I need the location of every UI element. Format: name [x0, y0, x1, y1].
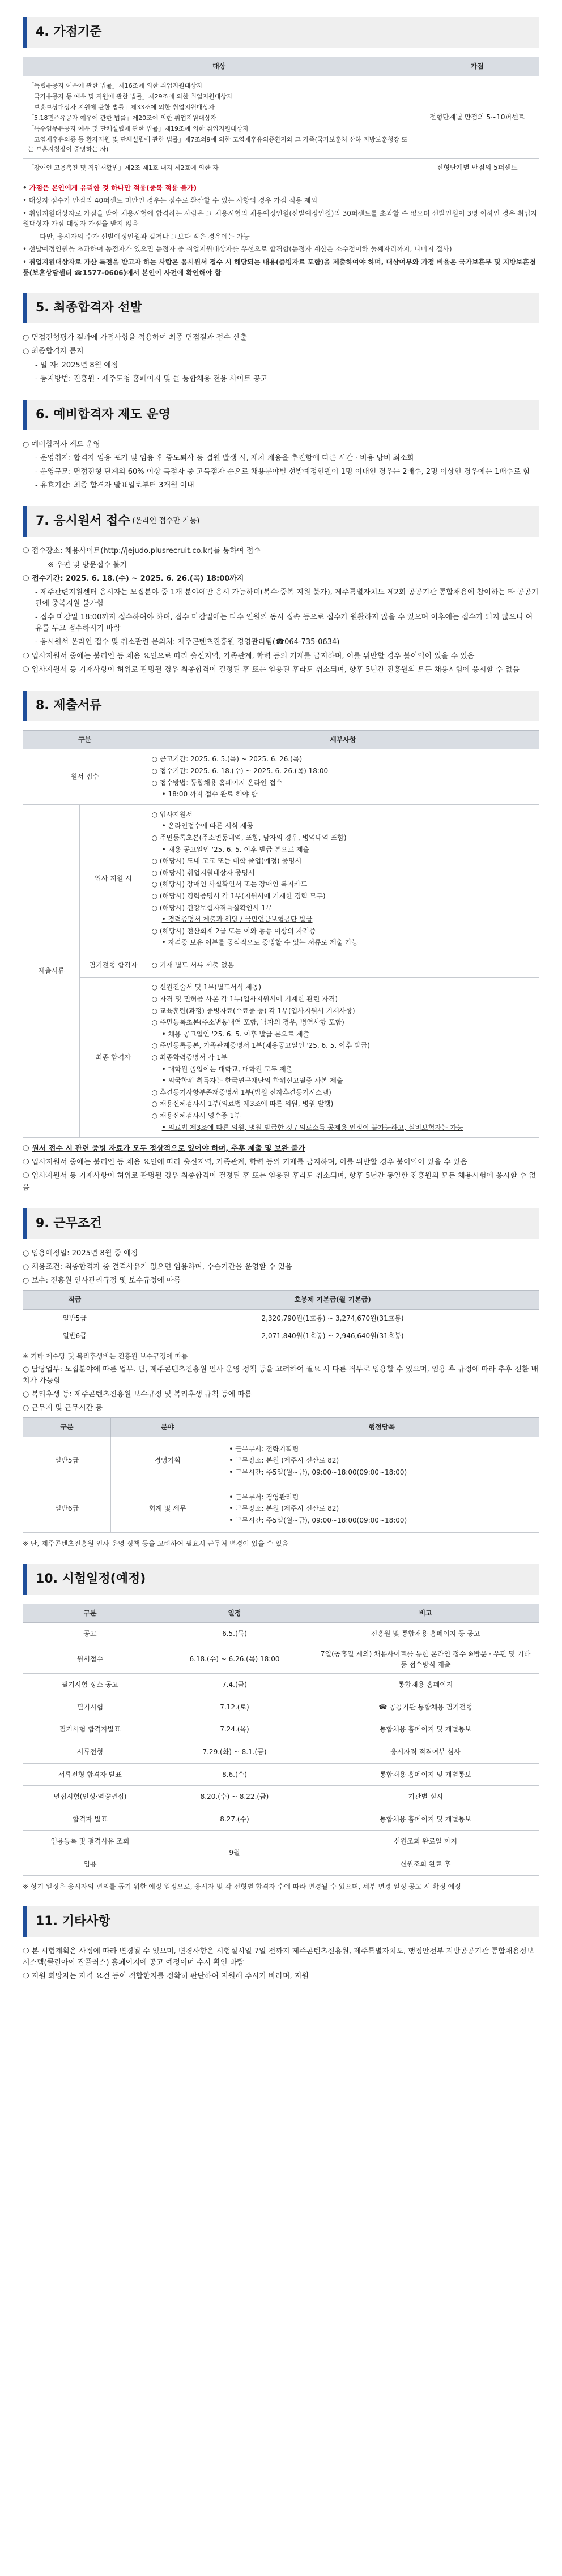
documents-item: • 자격증 보유 여부를 공식적으로 증빙할 수 있는 서류로 제출 가능 [161, 938, 359, 947]
bonus-item: 「5.18민주유공자 예우에 관한 법률」제20조에 의한 취업지원대상자 [28, 114, 216, 122]
table-row [23, 1309, 539, 1327]
section-title-final-selection: 5. 최종합격자 선발 [23, 293, 539, 323]
bonus-note-text: 선발예정인원을 초과하여 동점자가 있으면 동점자 중 취업지원대상자를 우선으로 합격함(동점자 계산은 소수점이하 둘째자리까지, 나머지 절사) [28, 245, 452, 254]
documents-note: ❍ 입사지원서 등 기재사항이 허위로 판명될 경우 최종합격이 결정된 후 또는 임용된 후라도 취소되며, 향후 5년간 동일한 진흥원의 모든 채용시험에 응시할 수 없음 [23, 1172, 537, 1192]
documents-item: • 채용 공고일인 '25. 6. 5. 이후 발급 본으로 제출 [161, 845, 310, 854]
bonus-header-target: 대상 [23, 57, 415, 76]
documents-note-text: 원서 접수 시 관련 증빙 자료가 모두 정상적으로 있어야 하며, 추후 제출 및 보완 불가 [32, 1145, 305, 1154]
pay-note: ※ 기타 제수당 및 복리후생비는 진흥원 보수규정에 따름 [23, 1352, 188, 1360]
work-item: • 근무시간: 주5일(월~금), 09:00~18:00(09:00~18:00) [229, 1516, 407, 1524]
schedule-cell: 필기시험 장소 공고 [23, 1674, 157, 1696]
final-line-text: 면접전형평가 결과에 가점사항을 적용하여 최종 면접결과 점수 산출 [31, 333, 248, 342]
schedule-cell: 합격자 발표 [23, 1808, 157, 1831]
documents-item: ○ 기재 별도 서류 제출 없음 [151, 961, 235, 969]
work-item: • 근무부서: 경영관리팀 [229, 1493, 299, 1501]
application-line: - 응시원서 온라인 접수 및 취소관련 문의처: 제주콘텐츠진흥원 경영관리팀(☎064-735-0634) [35, 638, 340, 647]
application-line-text: 응시원서 온라인 접수 및 취소관련 문의처: 제주콘텐츠진흥원 경영관리팀(☎064-735-0634) [40, 638, 340, 647]
work-header-grade: 구분 [23, 1418, 111, 1437]
application-line-text: 접수기간: 2025. 6. 18.(수) ~ 2025. 6. 26.(목) 18:00까지 [32, 574, 244, 583]
conditions-line-text: 보수: 진흥원 인사관리규정 및 보수규정에 따름 [31, 1276, 181, 1285]
bonus-note-text: 취업지원대상자로 가산 특전을 받고자 하는 사람은 응시원서 접수 시 해당되는 내용(증빙자료 포함)을 제출하여야 하며, 대상여부와 가점 비율은 국가보훈부 및 지방보훈청 등(보훈상담센터 ☎1577-0606)에서 본인이 사전에 확인해야 함 [23, 258, 536, 277]
conditions-line: ○ 보수: 진흥원 인사관리규정 및 보수규정에 따름 [23, 1276, 181, 1285]
documents-item: ○ (해당시) 취업지원대상자 증명서 [151, 868, 255, 877]
schedule-cell: 7.4.(금) [157, 1674, 312, 1696]
schedule-cell: 8.27.(수) [157, 1808, 312, 1831]
work-header-detail: 행정당목 [224, 1418, 539, 1437]
final-line-text: 일 자: 2025년 8월 예정 [40, 361, 118, 370]
bonus-note-text: 취업지원대상자로 가점을 받아 채용시험에 합격하는 사람은 그 채용시험의 채용예정인원(선발예정인원)의 30퍼센트를 초과할 수 없으며 선발인원이 3명 이하인 경우 취업지원대상자 가점 대상자 가점을 받지 않음 [23, 209, 537, 228]
bonus-group2-score: 전형단계별 만점의 5퍼센트 [415, 158, 539, 177]
schedule-cell: 6.5.(목) [157, 1623, 312, 1645]
table-row [23, 1674, 539, 1696]
application-line: ❍ 접수기간: 2025. 6. 18.(수) ~ 2025. 6. 26.(목) 18:00까지 [23, 574, 244, 583]
documents-item: ○ 신원진술서 및 1부(별도서식 제공) [151, 983, 262, 992]
schedule-cell: 공고 [23, 1623, 157, 1645]
reserve-line: - 운영취지: 합격자 임용 포기 및 임용 후 중도퇴사 등 결원 발생 시, 재차 채용을 추진함에 따른 시간 · 비용 낭비 최소화 [35, 453, 415, 462]
table-row [23, 1696, 539, 1718]
table-row [23, 1786, 539, 1808]
section-title-application [23, 506, 539, 537]
bonus-header-score: 가점 [415, 57, 539, 76]
documents-item: ○ 주민등록초본(주소변동내역 포함, 남자의 경우, 병역사항 포함) [151, 1018, 344, 1027]
application-line-text: ※ 우편 및 방문접수 불가 [48, 560, 127, 569]
documents-item: ○ (해당시) 건강보험자격득실확인서 1부 [151, 903, 273, 912]
schedule-cell: 8.6.(수) [157, 1763, 312, 1786]
schedule-cell: 9월 [157, 1831, 312, 1875]
schedule-cell: 서류전형 [23, 1741, 157, 1764]
documents-item: ○ 주민등록초본(주소변동내역, 포함, 남자의 경우, 병역내역 포함) [151, 833, 347, 842]
schedule-cell: 통합채용 홈페이지 [312, 1674, 539, 1696]
reserve-line-text: 운영취지: 합격자 임용 포기 및 임용 후 중도퇴사 등 결원 발생 시, 재차 채용을 추진함에 따른 시간 · 비용 낭비 최소화 [40, 453, 415, 462]
application-title-sub: (온라인 접수만 가능) [132, 517, 200, 526]
reserve-line: ○ 예비합격자 제도 운영 [23, 440, 100, 449]
documents-item: ○ 채용신체검사서 1부(의료법 제3조에 따른 의원, 병원 발행) [151, 1100, 334, 1108]
work-field: 경영기획 [110, 1437, 224, 1485]
application-line: - 접수 마감일 18:00까지 접수하여야 하며, 접수 마감일에는 다수 인원의 동시 접속 등으로 접수가 원활하지 않을 수 있으며 이후에는 접수가 되지 않으니 여유를 두고 접수하시기 바람 [35, 613, 533, 633]
misc-line-text: 본 시험계획은 사정에 따라 변경될 수 있으며, 변경사항은 시험실시일 7일 전까지 제주콘텐츠진흥원, 제주특별자치도, 행정안전부 지방공공기관 통합채용정보시스템(클린아이 잡플러스) 홈페이지에 공고 예정이며 수시 확인 바람 [23, 1947, 534, 1968]
documents-note: ❍ 입사지원서 중에는 불리언 등 채용 요인에 따라 출신지역, 가족관계, 학력 등의 기재를 금지하며, 이를 위반할 경우 불이익이 있을 수 있음 [23, 1158, 467, 1167]
work-detail [224, 1437, 539, 1485]
schedule-cell: 신원조회 완료일 까지 [312, 1831, 539, 1853]
documents-item: ○ (해당시) 장애인 사실확인서 또는 장애인 복지카드 [151, 880, 308, 889]
section-title-misc: 11. 기타사항 [23, 1906, 539, 1937]
schedule-cell: 서류전형 합격자 발표 [23, 1763, 157, 1786]
documents-row-label: 최종 합격자 [80, 978, 147, 1138]
conditions-line: ○ 복리후생 등: 제주콘텐츠진흥원 보수규정 및 복리후생 규칙 등에 따름 [23, 1390, 252, 1399]
documents-item: ○ 자격 및 면허증 사본 각 1부(입사지원서에 기재한 관련 자격) [151, 995, 338, 1004]
documents-row-detail [147, 749, 539, 804]
work-item: • 근무장소: 본원 (제주시 신산로 82) [229, 1505, 339, 1513]
documents-header-category: 구분 [23, 730, 147, 749]
documents-header-detail: 세부사항 [147, 730, 539, 749]
schedule-cell: 응시자격 적격여부 심사 [312, 1741, 539, 1764]
misc-line-text: 지원 희망자는 자격 요건 등이 적합한지를 정확히 판단하여 지원해 주시기 바라며, 지원 [31, 1972, 309, 1981]
final-line-text: 최종합격자 통지 [31, 347, 84, 356]
schedule-cell: 7.12.(토) [157, 1696, 312, 1718]
documents-item: • 채용 공고일인 '25. 6. 5. 이후 발급 본으로 제출 [161, 1030, 310, 1038]
conditions-line-text: 복리후생 등: 제주콘텐츠진흥원 보수규정 및 복리후생 규칙 등에 따름 [31, 1390, 252, 1399]
bonus-note-text: 대상자 점수가 만점의 40퍼센트 미만인 경우는 점수로 환산할 수 있는 사항의 경우 가점 적용 제외 [28, 196, 318, 205]
documents-row-detail [147, 978, 539, 1138]
pay-grade: 일반5급 [23, 1309, 126, 1327]
schedule-cell: 통합채용 홈페이지 및 개별통보 [312, 1763, 539, 1786]
final-line: - 통지방법: 진흥원 · 제주도청 홈페이지 및 클 통합채용 전용 사이트 공고 [35, 374, 268, 383]
schedule-cell: 7일(공휴일 제외) 채용사이트를 통한 온라인 접수 ※방문 · 우편 및 기타 등 접수방식 제출 [312, 1645, 539, 1674]
work-detail [224, 1485, 539, 1533]
reserve-line: - 운영규모: 면접전형 단계의 60% 이상 득점자 중 고득점자 순으로 채용분야별 선발예정인원이 1명 이내인 경우는 2배수, 2명 이상인 경우에는 1배수로 함 [35, 468, 530, 477]
bonus-note-text: 다만, 응시자의 수가 선발예정인원과 같거나 그보다 적은 경우에는 가능 [40, 232, 250, 241]
application-line: ❍ 접수장소: 채용사이트(http://jejudo.plusrecruit.co.kr)를 통하여 접수 [23, 547, 261, 556]
documents-item: ○ 접수방법: 통합채용 홈페이지 온라인 접수 [151, 778, 283, 787]
section-title-conditions: 9. 근무조건 [23, 1208, 539, 1239]
documents-item: ○ (해당시) 경력증명서 각 1부(지원서에 기재한 경력 모두) [151, 891, 326, 900]
pay-header-grade: 직급 [23, 1291, 126, 1310]
conditions-line-text: 근무지 및 근무시간 등 [31, 1403, 103, 1412]
bonus-note: • 선발예정인원을 초과하여 동점자가 있으면 동점자 중 취업지원대상자를 우선으로 합격함(동점자 계산은 소수점이하 둘째자리까지, 나머지 절사) [23, 245, 452, 254]
documents-note-text: 입사지원서 중에는 불리언 등 채용 요인에 따라 출신지역, 가족관계, 학력 등의 기재를 금지하며, 이를 위반할 경우 불이익이 있을 수 있음 [31, 1158, 467, 1167]
conditions-line: ○ 임용예정일: 2025년 8월 중 예정 [23, 1249, 138, 1258]
schedule-header-category: 구분 [23, 1604, 157, 1623]
conditions-line: ○ 담당업무: 모집분야에 따른 업무. 단, 제주콘텐츠진흥원 인사 운영 정책 등을 고려하여 필요 시 다른 직무로 임용할 수 있으며, 임용 후 규정에 따라 추후 전환 배치가 가능함 [23, 1365, 539, 1385]
application-line-text: 입사지원서 등 기재사항이 허위로 판명될 경우 최종합격이 결정된 후 또는 임용된 후라도 취소되며, 향후 5년간 진흥원의 모든 채용시험에 응시할 수 없음 [31, 665, 520, 674]
documents-item: • 의료법 제3조에 따른 의원, 병원 발급한 것 / 의료소득 공제용 인정이 불가능하고, 실비보험자는 가능 [161, 1123, 463, 1131]
schedule-cell: 통합채용 홈페이지 및 개별통보 [312, 1718, 539, 1741]
schedule-cell: 신원조회 완료 후 [312, 1853, 539, 1876]
work-item: • 근무부서: 전략기획팀 [229, 1445, 299, 1453]
table-row [23, 1645, 539, 1674]
bonus-item: 「보훈보상대상자 지원에 관한 법률」제33조에 의한 취업지원대상자 [28, 103, 215, 111]
application-title-text: 7. 응시원서 접수 [36, 514, 130, 529]
pay-range: 2,071,840원(1호봉) ~ 2,946,640원(31호봉) [126, 1327, 539, 1345]
documents-item: • 경력증명서 제출과 해당 / 국민연금보험공단 발급 [161, 915, 313, 924]
documents-row-label: 입사 지원 시 [80, 804, 147, 953]
work-grade: 일반5급 [23, 1437, 111, 1485]
documents-row-detail [147, 804, 539, 953]
schedule-cell: 진흥원 및 통합채용 홈페이지 등 공고 [312, 1623, 539, 1645]
work-table [23, 1417, 539, 1533]
schedule-cell: 7.24.(목) [157, 1718, 312, 1741]
section-title-reserve: 6. 예비합격자 제도 운영 [23, 400, 539, 430]
final-line: ○ 최종합격자 통지 [23, 347, 84, 356]
documents-item: ○ 주민등록등본, 가족관계증명서 1부(채용공고일인 '25. 6. 5. 이후 발급) [151, 1041, 370, 1050]
schedule-note: ※ 상기 일정은 응시자의 편의를 돕기 위한 예정 일정으로, 응시자 및 각 전형별 합격자 수에 따라 변경될 수 있으며, 세부 변경 일정 공고 시 확정 예정 [23, 1882, 461, 1891]
reserve-line: - 유효기간: 최종 합격자 발표일로부터 3개월 이내 [35, 481, 194, 490]
table-row [23, 1718, 539, 1741]
documents-table [23, 730, 539, 1138]
schedule-cell: 임용 [23, 1853, 157, 1876]
documents-item: • 온라인접수에 따른 서식 제공 [161, 822, 254, 830]
documents-item: ○ 채용신체검사서 영수증 1부 [151, 1112, 241, 1120]
bonus-item: 「특수임무유공자 예우 및 단체설립에 관한 법률」제19조에 의한 취업지원대상자 [28, 125, 249, 132]
schedule-cell: 원서접수 [23, 1645, 157, 1674]
final-line: - 일 자: 2025년 8월 예정 [35, 361, 118, 370]
work-item: • 근무장소: 본원 (제주시 신산로 82) [229, 1456, 339, 1465]
documents-item: • 18:00 까지 접수 완료 해야 함 [161, 790, 258, 799]
bonus-note: • 취업지원대상자로 가산 특전을 받고자 하는 사람은 응시원서 접수 시 해당되는 내용(증빙자료 포함)을 제출하여야 하며, 대상여부와 가점 비율은 국가보훈부 및 지방보훈청 등(보훈상담센터 ☎1577-0606)에서 본인이 사전에 확인해야 함 [23, 258, 536, 277]
work-item: • 근무시간: 주5일(월~금), 09:00~18:00(09:00~18:00) [229, 1468, 407, 1476]
schedule-cell: 6.18.(수) ~ 6.26.(목) 18:00 [157, 1645, 312, 1674]
application-line [23, 560, 539, 571]
table-row [23, 1831, 539, 1853]
conditions-line-text: 채용조건: 최종합격자 중 결격사유가 없으면 임용하며, 수습기간을 운영할 수 있음 [31, 1262, 292, 1271]
conditions-line: ○ 근무지 및 근무시간 등 [23, 1403, 103, 1412]
misc-line: ❍ 지원 희망자는 자격 요건 등이 적합한지를 정확히 판단하여 지원해 주시기 바라며, 지원 [23, 1972, 309, 1981]
documents-note-text: 입사지원서 등 기재사항이 허위로 판명될 경우 최종합격이 결정된 후 또는 임용된 후라도 취소되며, 향후 5년간 동일한 진흥원의 모든 채용시험에 응시할 수 없음 [23, 1172, 537, 1192]
schedule-cell: 면접시험(인성·역량면접) [23, 1786, 157, 1808]
section-title-documents: 8. 제출서류 [23, 691, 539, 721]
work-grade: 일반6급 [23, 1485, 111, 1533]
misc-line: ❍ 본 시험계획은 사정에 따라 변경될 수 있으며, 변경사항은 시험실시일 7일 전까지 제주콘텐츠진흥원, 제주특별자치도, 행정안전부 지방공공기관 통합채용정보시스템(클린아이 잡플러스) 홈페이지에 공고 예정이며 수시 확인 바람 [23, 1947, 534, 1968]
application-line-text: 제주관련지원센터 응시자는 모집분야 중 1개 분야에만 응시 가능하며(복수·중복 지원 불가), 제주특별자치도 제2회 공공기관 통합채용에 참여하는 타 공공기관에 중복지원 불가함 [35, 588, 539, 608]
schedule-cell: 7.29.(화) ~ 8.1.(금) [157, 1741, 312, 1764]
documents-item: • 외국학위 취득자는 한국연구재단의 학위신고필증 사본 제출 [161, 1077, 343, 1085]
documents-item: ○ (해당시) 전산회계 2급 또는 이와 동등 이상의 자격증 [151, 927, 316, 935]
documents-item: ○ 교육훈련(과정) 증빙자료(수료증 등) 각 1부(입사지원서 기재사항) [151, 1006, 355, 1015]
application-line-text: 접수장소: 채용사이트(http://jejudo.plusrecruit.co.kr)를 통하여 접수 [31, 547, 261, 556]
table-row [23, 1741, 539, 1764]
work-header-field: 분야 [110, 1418, 224, 1437]
application-line: ❍ 입사지원서 중에는 불리언 등 채용 요인으로 따라 출신지역, 가족관계, 학력 등의 기재를 금지하며, 이를 위반할 경우 불이익이 있을 수 있음 [23, 651, 475, 661]
schedule-cell: 필기시험 [23, 1696, 157, 1718]
documents-row-label: 원서 접수 [23, 749, 147, 804]
schedule-table [23, 1604, 539, 1876]
schedule-cell: 필기시험 합격자발표 [23, 1718, 157, 1741]
bonus-group2-item: 「장애인 고용촉진 및 직업재활법」제2조 제1호 내지 제2호에 의한 자 [23, 158, 415, 177]
schedule-header-date: 일정 [157, 1604, 312, 1623]
table-row [23, 1485, 539, 1533]
conditions-line: ○ 채용조건: 최종합격자 중 결격사유가 없으면 임용하며, 수습기간을 운영할 수 있음 [23, 1262, 292, 1271]
schedule-header-note: 비고 [312, 1604, 539, 1623]
documents-item: ○ 접수기간: 2025. 6. 18.(수) ~ 2025. 6. 26.(목) 18:00 [151, 766, 329, 775]
bonus-item: 「고엽제후유의증 등 환자지원 및 단체설립에 관한 법률」제7조의9에 의한 고엽제후유의증환자와 그 가족(국가보훈처 산하 지방보훈청장 또는 보훈지청장이 증명하는 자) [28, 135, 408, 153]
documents-item: ○ 공고기간: 2025. 6. 5.(목) ~ 2025. 6. 26.(목) [151, 755, 303, 764]
conditions-line-text: 임용예정일: 2025년 8월 중 예정 [31, 1249, 138, 1258]
documents-item: ○ 입사지원서 [151, 810, 193, 818]
schedule-cell: 8.20.(수) ~ 8.22.(금) [157, 1786, 312, 1808]
conditions-line-text: 담당업무: 모집분야에 따른 업무. 단, 제주콘텐츠진흥원 인사 운영 정책 등을 고려하여 필요 시 다른 직무로 임용할 수 있으며, 임용 후 규정에 따라 추후 전환 배치가 가능함 [23, 1365, 539, 1385]
schedule-cell: 임용등록 및 결격사유 조회 [23, 1831, 157, 1853]
documents-item: • 대학원 졸업이는 대학교, 대학원 모두 제출 [161, 1065, 293, 1073]
documents-item: ○ (해당시) 도내 고교 또는 대학 졸업(예정) 증명서 [151, 857, 302, 865]
section-title-bonus: 4. 가점기준 [23, 17, 539, 48]
bonus-item: 「독립유공자 예우에 관한 법률」제16조에 의한 취업지원대상자 [28, 82, 203, 89]
documents-item: ○ 최종학력증명서 각 1부 [151, 1053, 228, 1062]
reserve-line-text: 유효기간: 최종 합격자 발표일로부터 3개월 이내 [40, 481, 194, 490]
documents-note: ❍ 원서 접수 시 관련 증빙 자료가 모두 정상적으로 있어야 하며, 추후 제출 및 보완 불가 [23, 1145, 305, 1154]
pay-header-base: 호봉제 기본급(월 기본급) [126, 1291, 539, 1310]
bonus-note: • 대상자 점수가 만점의 40퍼센트 미만인 경우는 점수로 환산할 수 있는 사항의 경우 가점 적용 제외 [23, 196, 318, 205]
application-line-text: 접수 마감일 18:00까지 접수하여야 하며, 접수 마감일에는 다수 인원의 동시 접속 등으로 접수가 원활하지 않을 수 있으며 이후에는 접수가 되지 않으니 여유를 두고 접수하시기 바람 [35, 613, 533, 633]
schedule-cell: 기관별 실시 [312, 1786, 539, 1808]
table-row [23, 1808, 539, 1831]
bonus-note: - 다만, 응시자의 수가 선발예정인원과 같거나 그보다 적은 경우에는 가능 [35, 232, 250, 241]
documents-row-detail [147, 953, 539, 978]
work-note: ※ 단, 제주콘텐츠진흥원 인사 운영 정책 등을 고려하여 필요시 근무처 변경이 있을 수 있음 [23, 1540, 289, 1548]
table-row [23, 1623, 539, 1645]
documents-row-label: 필기전형 합격자 [80, 953, 147, 978]
pay-grade: 일반6급 [23, 1327, 126, 1345]
table-row [23, 1437, 539, 1485]
work-field: 회계 및 세무 [110, 1485, 224, 1533]
table-row [23, 1763, 539, 1786]
section-title-schedule: 10. 시험일정(예정) [23, 1564, 539, 1595]
application-line: ❍ 입사지원서 등 기재사항이 허위로 판명될 경우 최종합격이 결정된 후 또는 임용된 후라도 취소되며, 향후 5년간 진흥원의 모든 채용시험에 응시할 수 없음 [23, 665, 520, 674]
reserve-line-text: 운영규모: 면접전형 단계의 60% 이상 득점자 중 고득점자 순으로 채용분야별 선발예정인원이 1명 이내인 경우는 2배수, 2명 이상인 경우에는 1배수로 함 [40, 468, 530, 477]
bonus-group1-score: 전형단계별 만점의 5~10퍼센트 [415, 76, 539, 158]
documents-group-label: 제출서류 [23, 804, 80, 1137]
bonus-note-text: 가점은 본인에게 유리한 것 하나만 적용(중복 적용 불가) [29, 183, 197, 192]
final-line-text: 통지방법: 진흥원 · 제주도청 홈페이지 및 클 통합채용 전용 사이트 공고 [40, 374, 268, 383]
bonus-table [23, 57, 539, 177]
final-line: ○ 면접전형평가 결과에 가점사항을 적용하여 최종 면접결과 점수 산출 [23, 333, 248, 342]
application-line: - 제주관련지원센터 응시자는 모집분야 중 1개 분야에만 응시 가능하며(복수·중복 지원 불가), 제주특별자치도 제2회 공공기관 통합채용에 참여하는 타 공공기관에 중복지원 불가함 [35, 588, 539, 608]
schedule-cell: 통합채용 홈페이지 및 개별통보 [312, 1808, 539, 1831]
bonus-note: • 취업지원대상자로 가점을 받아 채용시험에 합격하는 사람은 그 채용시험의 채용예정인원(선발예정인원)의 30퍼센트를 초과할 수 없으며 선발인원이 3명 이하인 경우 취업지원대상자 가점 대상자 가점을 받지 않음 [23, 209, 537, 228]
pay-range: 2,320,790원(1호봉) ~ 3,274,670원(31호봉) [126, 1309, 539, 1327]
bonus-item: 「국가유공자 등 예우 및 지원에 관한 법률」제29조에 의한 취업지원대상자 [28, 92, 233, 100]
application-line-text: 입사지원서 중에는 불리언 등 채용 요인으로 따라 출신지역, 가족관계, 학력 등의 기재를 금지하며, 이를 위반할 경우 불이익이 있을 수 있음 [31, 651, 475, 661]
bonus-note: • 가점은 본인에게 유리한 것 하나만 적용(중복 적용 불가) [23, 183, 197, 192]
pay-table [23, 1290, 539, 1345]
bonus-group1-cell [23, 76, 415, 158]
reserve-line-text: 예비합격자 제도 운영 [31, 440, 100, 449]
documents-item: ○ 후견등기사항부존재증명서 1부(법원 전자후견등기시스템) [151, 1088, 331, 1096]
table-row [23, 1327, 539, 1345]
schedule-cell: ☎ 공공기관 통합채용 필기전형 [312, 1696, 539, 1718]
